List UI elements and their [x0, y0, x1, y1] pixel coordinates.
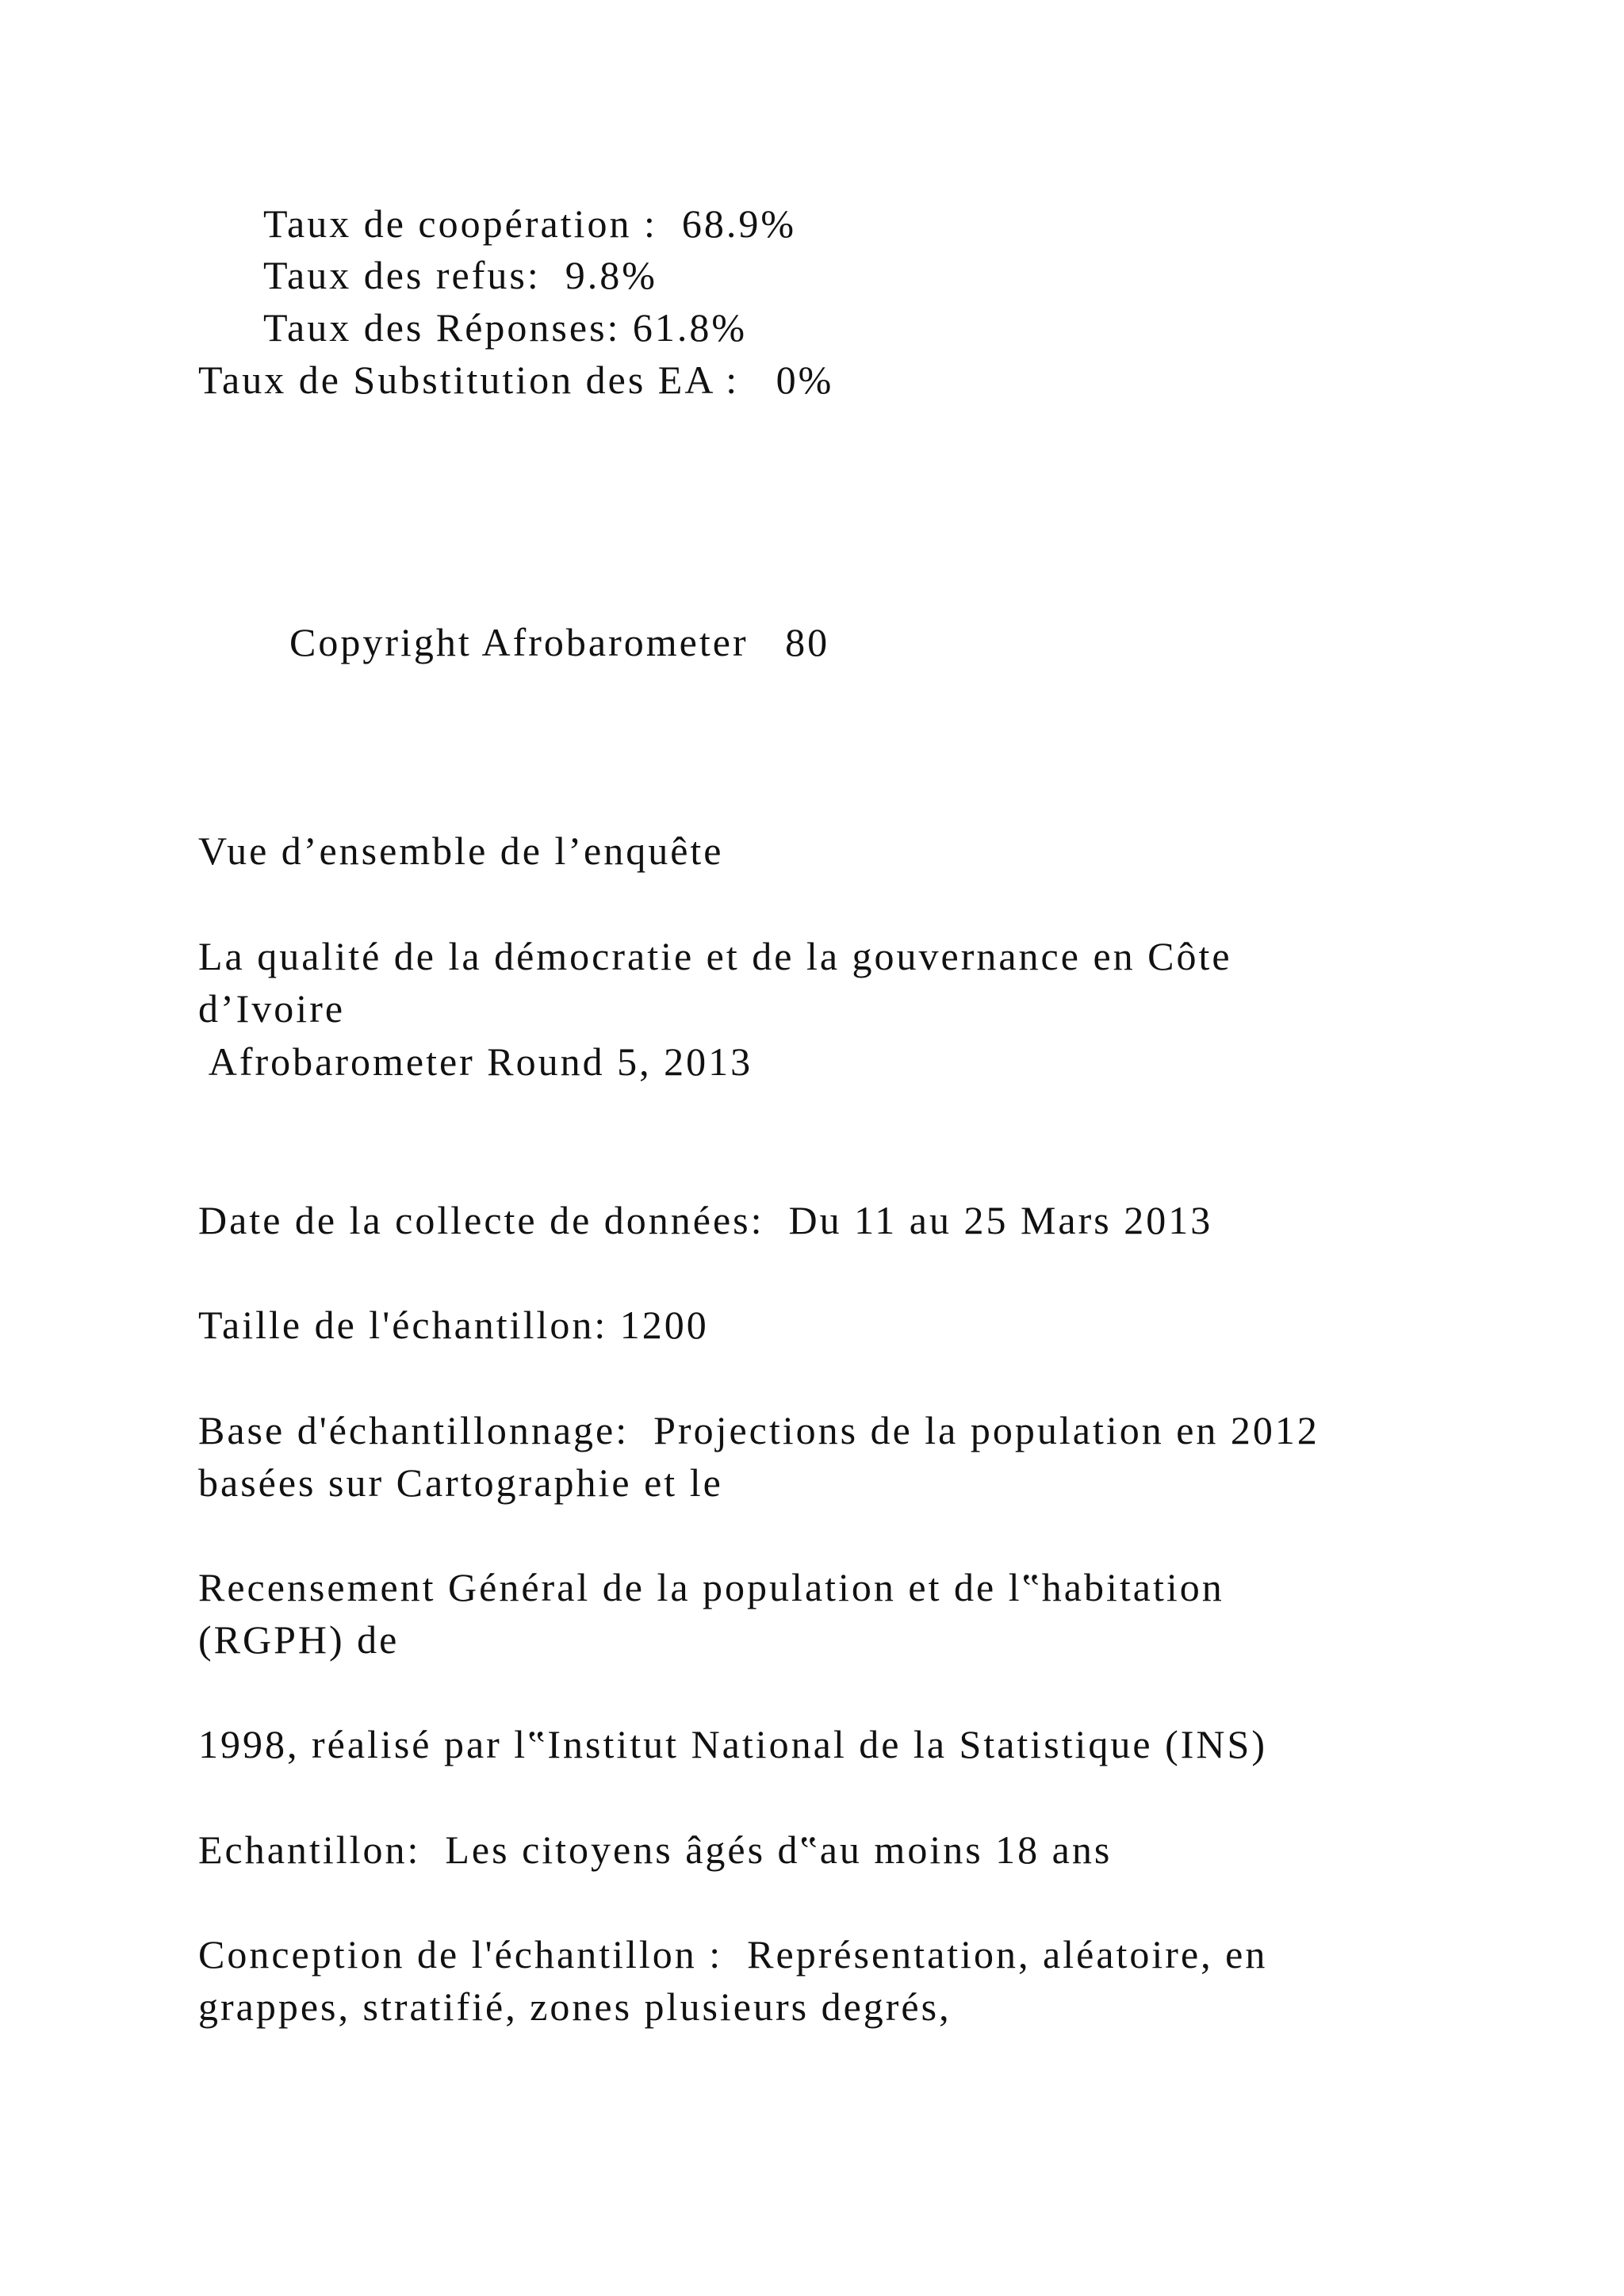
census-line2: (RGPH) de — [198, 1617, 400, 1662]
sample-design-line1: Conception de l'échantillon : Représentation, aléatoire, en — [198, 1932, 1268, 1976]
census-line1: Recensement Général de la population et de l‟habitation — [198, 1565, 1224, 1609]
cooperation-rate: Taux de coopération : 68.9% — [263, 201, 796, 246]
survey-title-line1: La qualité de la démocratie et de la gouvernance en Côte — [198, 934, 1232, 978]
sample-population: Echantillon: Les citoyens âgés d‟au moins 18 ans — [198, 1827, 1113, 1872]
census-line3: 1998, réalisé par l‟Institut National de la Statistique (INS) — [198, 1722, 1267, 1766]
overview-heading: Vue d’ensemble de l’enquête — [198, 828, 724, 873]
sampling-frame-line1: Base d'échantillonnage: Projections de la population en 2012 — [198, 1408, 1320, 1452]
survey-title-line2: d’Ivoire — [198, 986, 346, 1031]
collection-date: Date de la collecte de données: Du 11 au 25 Mars 2013 — [198, 1198, 1213, 1242]
response-rate: Taux des Réponses: 61.8% — [263, 305, 748, 350]
sample-size: Taille de l'échantillon: 1200 — [198, 1303, 709, 1347]
survey-round: Afrobarometer Round 5, 2013 — [198, 1039, 753, 1084]
sample-design-line2: grappes, stratifié, zones plusieurs degrés, — [198, 1984, 952, 2029]
substitution-rate: Taux de Substitution des EA : 0% — [198, 358, 834, 402]
sampling-frame-line2: basées sur Cartographie et le — [198, 1460, 723, 1505]
copyright-footer: Copyright Afrobarometer 80 — [289, 620, 830, 664]
refusal-rate: Taux des refus: 9.8% — [263, 253, 657, 297]
